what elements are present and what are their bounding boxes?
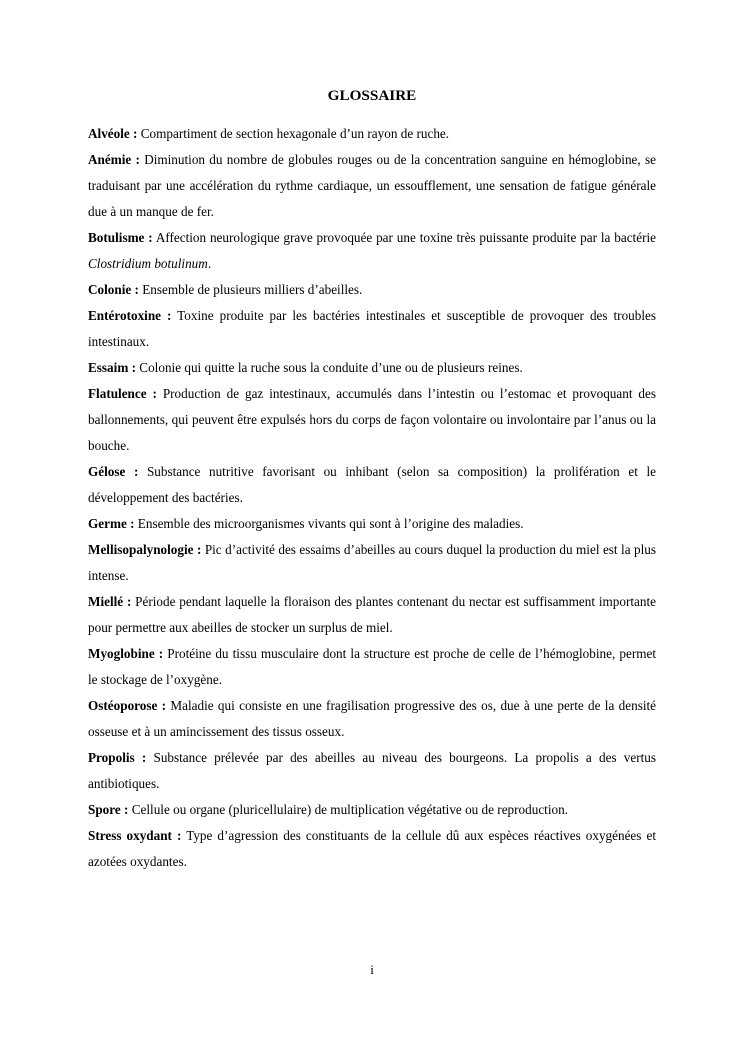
glossary-definition: Substance nutritive favorisant ou inhibant (selon sa composition) la prolifération et le développement des bactéries. bbox=[88, 464, 656, 505]
glossary-definition: Ensemble des microorganismes vivants qui sont à l’origine des maladies. bbox=[137, 516, 524, 531]
glossary-term: Anémie : bbox=[88, 152, 140, 167]
glossary-term: Entérotoxine : bbox=[88, 308, 172, 323]
glossary-entry bbox=[88, 511, 656, 537]
glossary-entry bbox=[88, 797, 656, 823]
glossary-definition: Affection neurologique grave provoquée par une toxine très puissante produite par la bactérie bbox=[155, 230, 656, 245]
page-title: GLOSSAIRE bbox=[327, 87, 417, 104]
glossary-definition: Période pendant laquelle la floraison des plantes contenant du nectar est suffisamment importante pour permettre aux abeilles de stocker un surplus de miel. bbox=[88, 594, 656, 635]
glossary-entry bbox=[88, 277, 656, 303]
glossary-definition: Substance prélevée par des abeilles au niveau des bourgeons. La propolis a des vertus antibiotiques. bbox=[88, 750, 657, 791]
glossary-definition: Toxine produite par les bactéries intestinales et susceptible de provoquer des troubles intestinaux. bbox=[88, 308, 657, 349]
glossary-term: Essaim : bbox=[88, 360, 136, 375]
glossary-definition: Pic d’activité des essaims d’abeilles au cours duquel la production du miel est la plus intense. bbox=[88, 542, 656, 583]
glossary-definition: Cellule ou organe (pluricellulaire) de multiplication végétative ou de reproduction. bbox=[131, 802, 568, 817]
glossary-definition: Protéine du tissu musculaire dont la structure est proche de celle de l’hémoglobine, permet le stockage de l’oxygène. bbox=[88, 646, 656, 687]
glossary-entry bbox=[88, 121, 656, 147]
glossary-term: Germe : bbox=[88, 516, 135, 531]
glossary-list bbox=[88, 121, 656, 875]
glossary-definition: Type d’agression des constituants de la cellule dû aux espèces réactives oxygénées et azotées oxydantes. bbox=[88, 828, 656, 869]
glossary-entry bbox=[88, 225, 656, 277]
glossary-entry bbox=[88, 303, 656, 355]
glossary-entry bbox=[88, 589, 656, 641]
glossary-entry bbox=[88, 823, 656, 875]
glossary-entry bbox=[88, 147, 656, 225]
glossary-definition: Diminution du nombre de globules rouges ou de la concentration sanguine en hémoglobine, se traduisant par une accélération du rythme cardiaque, un essoufflement, une sensation de fatigue générale due à un manque de fer. bbox=[88, 152, 656, 219]
glossary-definition: Colonie qui quitte la ruche sous la conduite d’une ou de plusieurs reines. bbox=[139, 360, 523, 375]
glossary-entry bbox=[88, 459, 656, 511]
glossary-entry bbox=[88, 745, 656, 797]
glossary-term: Ostéoporose : bbox=[88, 698, 167, 713]
glossary-term: Alvéole : bbox=[88, 126, 138, 141]
glossary-term: Miellé : bbox=[88, 594, 132, 609]
glossary-term: Botulisme : bbox=[88, 230, 153, 245]
page-number: i bbox=[370, 962, 374, 977]
glossary-entry bbox=[88, 355, 656, 381]
glossary-term: Colonie : bbox=[88, 282, 139, 297]
glossary-entry bbox=[88, 693, 656, 745]
glossary-entry bbox=[88, 641, 656, 693]
glossary-species-name: Clostridium botulinum bbox=[88, 256, 208, 271]
glossary-term: Spore : bbox=[88, 802, 129, 817]
glossary-term: Flatulence : bbox=[88, 386, 157, 401]
glossary-term: Gélose : bbox=[88, 464, 139, 479]
glossary-definition: Maladie qui consiste en une fragilisation progressive des os, due à une perte de la densité osseuse et à un amincissement des tissus osseux. bbox=[88, 698, 657, 739]
glossary-entry bbox=[88, 537, 656, 589]
glossary-punctuation: . bbox=[207, 256, 212, 271]
glossary-definition: Ensemble de plusieurs milliers d’abeilles. bbox=[142, 282, 363, 297]
glossary-term: Propolis : bbox=[88, 750, 147, 765]
glossary-term: Stress oxydant : bbox=[88, 828, 182, 843]
glossary-term: Myoglobine : bbox=[88, 646, 164, 661]
glossary-definition: Production de gaz intestinaux, accumulés dans l’intestin ou l’estomac et provoquant des ballonnements, qui peuvent être expulsés hors du corps de façon volontaire ou involontaire par l’anus ou la bouche. bbox=[88, 386, 656, 453]
glossary-definition: Compartiment de section hexagonale d’un rayon de ruche. bbox=[140, 126, 450, 141]
glossary-term: Mellisopalynologie : bbox=[88, 542, 202, 557]
glossary-entry bbox=[88, 381, 656, 459]
